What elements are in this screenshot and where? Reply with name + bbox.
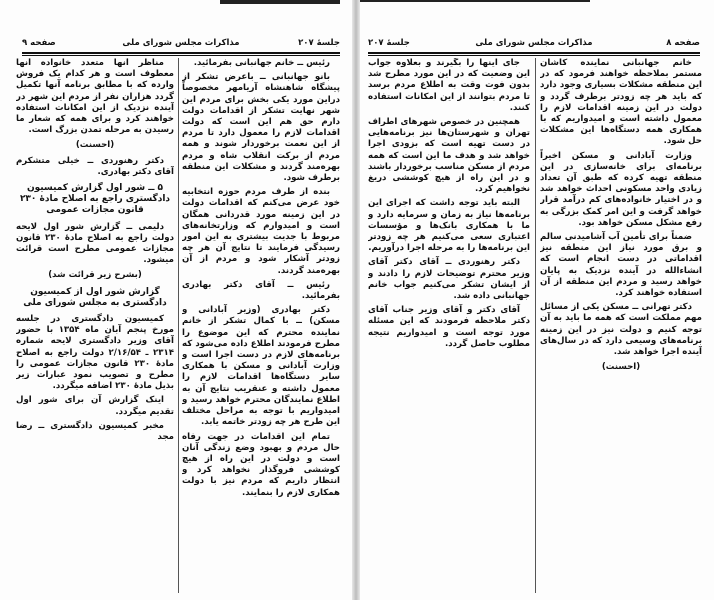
transcript-note: (بشرح زیر قرائت شد) [48, 270, 142, 281]
text-column-right [182, 58, 340, 593]
paragraph: مناظر آنها متعدد خانواده آنها معطوف است و هر کدام یک فروش وارده که با مطابق برنامه آنها تکمیل گردد هزاران نفر از مردم این شهر در آینده نزدیک از این امکانات استفاده خواهند کرد و برای همه که شعار ما رسیدن به مرحله تمدن بزرگ است. [16, 58, 174, 136]
paragraph: دلیمی ــ گزارش شور اول لایحه دولت راجع به اصلاح مادهٔ ۲۳۰ قانون مجازات عمومی مطرح است قرائت میشود. [16, 221, 174, 266]
transcript-note: (احسنت) [601, 362, 641, 373]
paragraph: کمیسیون دادگستری در جلسه مورخ پنجم آبان ماه ۱۳۵۴ با حضور آقای وزیر دادگستری لایحه شماره ۲۳۱۴ ـ ۲/۱۶/۵۴ دولت راجع به اصلاح مادهٔ ۲۳۰ قانون مجازات عمومی را مطرح و تصویب نمود عبارات زیر بذیل مادهٔ ۲۳۰ اضافه میگردد. [16, 314, 174, 392]
paragraph: بانو جهانبانی ــ باعرض تشکر از پیشگاه شاهنشاه آریامهر مخصوصاً دراین مورد یکی بخش برای مردم این شهر نهایت تشکر از اقدامات دولت دارم حق هم این است که دولت اقدامات لازم را معمول دارد تا مردم از این نعمت برخوردار شوند و همه مردم از برکت انقلاب شاه و مردم بهره‌مند گردند و مشکلات این منطقه برطرف شود. [182, 72, 340, 184]
scan-shadow [220, 0, 340, 4]
paragraph: البته باید توجه داشت که اجرای این برنامه‌ها نیاز به زمان و سرمایه دارد و ما با همکاری بانک‌ها و مؤسسات اعتباری سعی می‌کنیم هر چه زودتر این برنامه‌ها را به مرحله اجرا درآوریم. [368, 198, 530, 254]
header-rule [368, 52, 700, 56]
scan-shadow [360, 0, 590, 2]
column-divider [535, 58, 536, 593]
book-gutter [352, 0, 360, 600]
paragraph: دکتر بهادری (وزیر آبادانی و مسکن) ــ با کمال تشکر از خانم نماینده محترم که این موضوع را مطرح فرمودند اطلاع داده می‌شود که برنامه‌های لازم در دست اجرا است و وزارت آبادانی و مسکن با همکاری سایر دستگاه‌ها اقدامات لازم را معمول داشته و عنقریب نتایج آن به اطلاع نمایندگان محترم خواهد رسید و امیدواریم با توجه به مراحل مختلف این طرح هر چه زودتر خاتمه یابد. [182, 305, 340, 428]
paragraph: رئیس ــ خانم جهانبانی بفرمائید. [193, 58, 330, 68]
text-column-left [368, 58, 530, 593]
section-heading: گزارش شور اول از کمیسیون دادگستری به مجلس شورای ملی [23, 286, 167, 308]
page-number: صفحه ۹ [22, 38, 56, 48]
text-column-left [16, 58, 174, 593]
right-page [360, 0, 714, 600]
section-heading: ۵ ــ شور اول گزارش کمیسیون دادگستری راجع به اصلاح مادهٔ ۲۳۰ قانون مجازات عمومی [19, 183, 171, 216]
paragraph: جای اینها را بگیرند و بعلاوه جواب این وضعیت که در این مورد مطرح شد بدون فوت وقت به اطلاع مردم برسد تا مردم بتوانند از این امکانات استفاده کنند. [368, 58, 530, 113]
paragraph: تمام این اقدامات در جهت رفاه حال مردم و بهبود وضع زندگی آنان است و دولت در این راه از هیچ کوششی فروگذار نخواهد کرد و انتظار داریم که مردم نیز با دولت همکاری لازم را بنمایند. [182, 431, 340, 498]
paragraph: ضمناً برای تأمین آب آشامیدنی سالم و برق مورد نیاز این منطقه نیز اقداماتی در دست انجام است که انشاءالله در آینده نزدیک به پایان خواهد رسید و مردم این منطقه از آن استفاده خواهند کرد. [540, 232, 702, 299]
paragraph: همچنین در خصوص شهرهای اطراف تهران و شهرستان‌ها نیز برنامه‌هایی در دست تهیه است که بزودی اجرا خواهد شد و هدف ما این است که همه مردم از مسکن مناسب برخوردار باشند و در این راه از هیچ کوششی دریغ نخواهیم کرد. [368, 117, 530, 195]
text-column-right [540, 58, 702, 593]
transcript-note: (احسنت) [75, 140, 115, 151]
publication-title: مذاکرات مجلس شورای ملی [475, 38, 593, 48]
paragraph: وزارت آبادانی و مسکن اخیراً برنامه‌ای برای خانه‌سازی در این منطقه تهیه کرده که طبق آن تعداد زیادی واحد مسکونی احداث خواهد شد و در اختیار خانواده‌های کم درآمد قرار خواهد گرفت و این امر کمک بزرگی به رفع مشکل مسکن خواهد بود. [540, 150, 702, 228]
paragraph: بنده از طرف مردم حوزه انتخابیه خود عرض می‌کنم که اقدامات دولت در این زمینه مورد قدردانی همگان است و امیدوارم که وزارتخانه‌های مربوط با جدیت بیشتری به این امور رسیدگی فرمایند تا نتایج آن هر چه زودتر آشکار شود و مردم از آن بهره‌مند گردند. [182, 187, 340, 276]
session-number: جلسهٔ ۲۰۷ [298, 38, 340, 48]
column-divider [178, 58, 179, 593]
paragraph: اینک گزارش آن برای شور اول تقدیم میگردد. [16, 395, 174, 417]
publication-title: مذاکرات مجلس شورای ملی [122, 38, 240, 48]
paragraph: دکتر رهنوردی ــ آقای دکتر آقای وزیر محترم توضیحات لازم را دادند و از ایشان تشکر می‌کنیم جواب خانم جهانبانی داده شد. [368, 257, 530, 302]
session-number: جلسهٔ ۲۰۷ [368, 38, 410, 48]
page-header [368, 38, 700, 52]
page-header [22, 38, 340, 52]
left-page [0, 0, 352, 600]
paragraph: آقای دکتر و آقای وزیر جناب آقای دکتر ملاحظه فرمودند که این مسئله مورد توجه است و امیدواریم نتیجه مطلوب حاصل گردد. [368, 305, 530, 349]
paragraph: دکتر تهرانی ــ مسکن یکی از مسائل مهم مملکت است که همه ما باید به آن توجه کنیم و دولت نیز در این زمینه برنامه‌های وسیعی دارد که در سال‌های آینده اجرا خواهد شد. [540, 302, 702, 358]
page-number: صفحه ۸ [666, 38, 700, 48]
paragraph: رئیس ــ آقای دکتر بهادری بفرمائید. [182, 279, 340, 302]
paragraph: دکتر رهنوردی ــ خیلی متشکرم آقای دکتر بهادری. [16, 155, 174, 177]
header-rule [22, 52, 340, 56]
paragraph: خانم جهانبانی نماینده کاشان مستمر بملاحظه خواهند فرمود که در این منطقه مشکلات بسیاری وجود دارد که باید هر چه زودتر برطرف گردد و دولت در این زمینه اقدامات لازم را معمول داشته است و امیدواریم که با همکاری همه دستگاه‌ها این مشکلات حل شود. [540, 58, 702, 147]
paragraph: مخبر کمیسیون دادگستری ــ رضا مجد [16, 420, 174, 443]
